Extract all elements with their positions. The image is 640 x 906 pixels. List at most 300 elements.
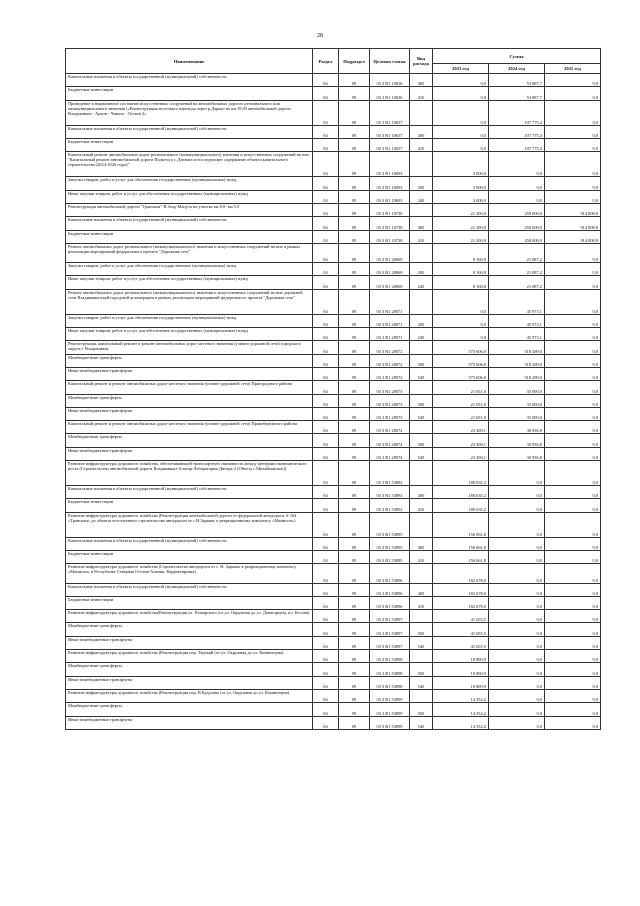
row-name: Бюджетные инвестиции [66,596,313,609]
row-sum-2024: 0,0 [489,703,545,716]
row-name: Межбюджетные трансферты [66,663,313,676]
row-sum-2025: 0,0 [545,461,601,486]
row-target: 03 3 R1 28074 [370,447,410,460]
row-sum-2023: 21 200,0 [433,230,489,243]
row-expense-type [410,650,433,663]
row-sum-2023: 21 651,0 [433,394,489,407]
row-name: Приведение в нормативное состояние искусственных сооружений на автомобильных дорогах регионального или межмуниципального значения («Реконструкция мостового перехода через р.Дарьял на км 19,03 автомобильной дороги Владикавказ - Архон - Чикола - Лескен 2» [66,100,313,125]
row-expense-type: 200 [410,263,433,276]
row-sum-2024: 250 000,0 [489,203,545,216]
row-name: Иные межбюджетные трансферты [66,716,313,729]
row-name: Бюджетные инвестиции [66,87,313,100]
row-subsection: 09 [339,716,370,729]
row-name: Развитие инфраструктуры дорожного хозяйства (Строительство автодороги от с. Н. Зарамаг к рекреационному комплексу «Мамисон» в Республике Северная Осетия-Алания. Корректировка) [66,564,313,583]
row-section: 04 [313,486,339,499]
row-target: 03 3 R1 28071 [370,289,410,314]
row-name: Развитие инфраструктуры дорожного хозяйства, обеспечивающей транспортную связанность между центрами экономического роста (Строительство автомобильной дороги Владикавказ-Алагир-Лаборатория-Дигора-2 (Объезд с.Михайловское)) [66,461,313,486]
row-sum-2024: 30 936,8 [489,434,545,447]
row-name: Бюджетные инвестиции [66,551,313,564]
row-sum-2024: 0,0 [489,564,545,583]
row-name: Развитие инфраструктуры дорожного хозяйства(Реконструкция ул. Пожарского (от ул. Окружная до ул. Доваторцев), в г. Беслан) [66,610,313,623]
header-year: 2025 год [545,64,601,74]
row-section: 04 [313,314,339,327]
row-name: Иные закупки товаров, работ и услуг для обеспечения государственных (муниципальных) нужд [66,328,313,341]
row-subsection: 09 [339,217,370,230]
row-sum-2025: 0,0 [545,421,601,434]
row-sum-2025: 0,0 [545,610,601,623]
table-row [66,289,601,314]
row-name: Капитальные вложения в объекты государственной (муниципальной) собственности [66,486,313,499]
row-target: 03 3 R1 53899 [370,703,410,716]
row-name: Капитальный ремонт и ремонт автомобильных дорог местного значения (улично-дорожной сети) Правобережного района [66,421,313,434]
row-sum-2023: 41 655,5 [433,636,489,649]
row-subsection: 09 [339,421,370,434]
row-subsection: 09 [339,276,370,289]
row-name: Иные закупки товаров, работ и услуг для обеспечения государственных (муниципальных) нужд [66,276,313,289]
row-sum-2025: 0,0 [545,289,601,314]
row-expense-type [410,461,433,486]
budget-table [65,48,601,730]
row-expense-type [410,421,433,434]
header-section: Раздел [313,49,339,74]
row-section: 04 [313,447,339,460]
row-expense-type: 240 [410,276,433,289]
row-name: Межбюджетные трансферты [66,434,313,447]
row-name: Иные межбюджетные трансферты [66,636,313,649]
row-section: 04 [313,551,339,564]
row-sum-2023: 180 635,2 [433,461,489,486]
row-section: 04 [313,610,339,623]
row-subsection: 09 [339,100,370,125]
row-expense-type [410,152,433,177]
row-expense-type: 540 [410,447,433,460]
row-target: 03 3 R1 53897 [370,623,410,636]
row-sum-2023: 3 000,0 [433,152,489,177]
row-sum-2024: 0,0 [489,596,545,609]
row-sum-2025: 0,0 [545,434,601,447]
table-row [66,100,601,125]
row-subsection: 09 [339,499,370,512]
table-row [66,596,601,609]
row-section: 04 [313,152,339,177]
row-expense-type: 540 [410,367,433,380]
row-expense-type: 410 [410,230,433,243]
row-subsection: 09 [339,447,370,460]
row-sum-2024: 0,0 [489,610,545,623]
row-name: Реконструкция, капитальный ремонт и ремонт автомобильных дорог местного значения (улично-дорожной сети) городского округа г. Владикавказ [66,341,313,354]
row-sum-2023: 180 635,2 [433,499,489,512]
row-subsection: 09 [339,367,370,380]
row-subsection: 09 [339,125,370,138]
table-row [66,623,601,636]
row-sum-2025: 0,0 [545,125,601,138]
row-sum-2024: 0,0 [489,486,545,499]
row-sum-2023: 575 606,0 [433,341,489,354]
row-name: Капитальные вложения в объекты государственной (муниципальной) собственности [66,74,313,87]
row-sum-2024: 0,0 [489,676,545,689]
row-subsection: 09 [339,434,370,447]
row-name: Межбюджетные трансферты [66,623,313,636]
row-expense-type: 540 [410,407,433,420]
row-sum-2025: 0,0 [545,676,601,689]
row-name: Бюджетные инвестиции [66,230,313,243]
row-section: 04 [313,663,339,676]
row-target: 03 3 R1 53899 [370,689,410,702]
row-sum-2024: 0,0 [489,650,545,663]
row-target: 03 3 R1 10693 [370,190,410,203]
row-sum-2023: 575 606,0 [433,354,489,367]
row-section: 04 [313,407,339,420]
row-sum-2025: 0,0 [545,87,601,100]
row-sum-2024: 21 087,2 [489,276,545,289]
row-sum-2023: 0,0 [433,289,489,314]
row-sum-2025: 914 808,8 [545,217,601,230]
row-sum-2024: 0,0 [489,461,545,486]
table-row [66,407,601,420]
row-sum-2025: 0,0 [545,407,601,420]
row-section: 04 [313,583,339,596]
row-target: 03 3 R1 28069 [370,243,410,262]
row-expense-type [410,243,433,262]
row-sum-2025: 0,0 [545,100,601,125]
row-expense-type: 410 [410,551,433,564]
row-sum-2024: 250 000,0 [489,230,545,243]
row-sum-2024: 0,0 [489,623,545,636]
row-section: 04 [313,676,339,689]
row-expense-type: 500 [410,663,433,676]
row-target: 03 3 R1 53897 [370,636,410,649]
table-row [66,499,601,512]
row-subsection: 09 [339,381,370,394]
row-expense-type: 400 [410,486,433,499]
row-sum-2025: 0,0 [545,190,601,203]
row-expense-type: 400 [410,74,433,87]
table-row [66,138,601,151]
row-target: 03 3 R1 10693 [370,152,410,177]
row-subsection: 09 [339,486,370,499]
row-sum-2024: 107 775,4 [489,125,545,138]
row-sum-2025: 0,0 [545,689,601,702]
row-subsection: 09 [339,551,370,564]
row-sum-2024: 0,0 [489,689,545,702]
row-expense-type: 500 [410,703,433,716]
row-sum-2023: 3 000,0 [433,190,489,203]
table-row [66,663,601,676]
row-sum-2024: 21 087,2 [489,263,545,276]
row-section: 04 [313,263,339,276]
row-sum-2023: 182 678,0 [433,564,489,583]
table-row [66,217,601,230]
row-sum-2023: 575 606,0 [433,367,489,380]
row-name: Капитальные вложения в объекты государственной (муниципальной) собственности [66,537,313,550]
row-sum-2024: 518 289,0 [489,341,545,354]
row-subsection: 09 [339,263,370,276]
row-sum-2023: 41 655,5 [433,623,489,636]
row-sum-2025: 0,0 [545,328,601,341]
row-sum-2025: 0,0 [545,486,601,499]
row-sum-2023: 21 200,0 [433,217,489,230]
header-target: Целевая статья [370,49,410,74]
row-name: Иные закупки товаров, работ и услуг для обеспечения государственных (муниципальных) нужд [66,190,313,203]
row-sum-2024: 0,0 [489,716,545,729]
row-sum-2025: 0,0 [545,177,601,190]
row-name: Бюджетные инвестиции [66,499,313,512]
row-expense-type [410,341,433,354]
table-row [66,328,601,341]
row-section: 04 [313,716,339,729]
row-subsection: 09 [339,328,370,341]
row-sum-2023: 182 678,0 [433,596,489,609]
table-row [66,341,601,354]
row-target: 03 3 R1 10738 [370,230,410,243]
table-row [66,512,601,537]
table-row [66,230,601,243]
row-subsection: 09 [339,230,370,243]
row-name: Закупка товаров, работ и услуг для обеспечения государственных (муниципальных) нужд [66,314,313,327]
table-row [66,263,601,276]
row-subsection: 09 [339,177,370,190]
table-body [66,74,601,730]
row-sum-2023: 3 000,0 [433,177,489,190]
table-row [66,610,601,623]
row-expense-type: 500 [410,434,433,447]
row-sum-2023: 23 300,1 [433,447,489,460]
row-expense-type [410,100,433,125]
row-sum-2024: 0,0 [489,177,545,190]
row-target: 03 3 R1 10738 [370,203,410,216]
row-name: Бюджетные инвестиции [66,138,313,151]
table-row [66,434,601,447]
row-sum-2023: 21 651,0 [433,381,489,394]
row-expense-type [410,289,433,314]
row-section: 04 [313,636,339,649]
row-sum-2024: 35 000,0 [489,394,545,407]
row-name: Иные межбюджетные трансферты [66,367,313,380]
row-section: 04 [313,650,339,663]
table-row [66,203,601,216]
row-target: 03 3 R1 28073 [370,407,410,420]
table-row [66,537,601,550]
row-target: 03 3 R1 28072 [370,367,410,380]
row-expense-type: 400 [410,583,433,596]
row-sum-2025: 0,0 [545,703,601,716]
row-sum-2025: 0,0 [545,537,601,550]
row-sum-2024: 250 000,0 [489,217,545,230]
row-target: 03 3 R1 53898 [370,663,410,676]
row-target: 03 3 R1 28074 [370,434,410,447]
row-target: 03 3 R1 53896 [370,596,410,609]
row-section: 04 [313,243,339,262]
row-target: 03 3 R1 28072 [370,341,410,354]
row-subsection: 09 [339,583,370,596]
row-section: 04 [313,434,339,447]
table-row [66,461,601,486]
row-section: 04 [313,341,339,354]
table-row [66,447,601,460]
row-target: 03 3 R1 53892 [370,499,410,512]
row-target: 03 3 R1 53898 [370,676,410,689]
row-name: Капитальные вложения в объекты государственной (муниципальной) собственности [66,583,313,596]
row-subsection: 09 [339,636,370,649]
row-sum-2024: 45 973,1 [489,314,545,327]
table-row [66,367,601,380]
row-sum-2024: 0,0 [489,512,545,537]
row-target: 03 3 R1 53895 [370,512,410,537]
row-section: 04 [313,394,339,407]
row-name: Капитальные вложения в объекты государственной (муниципальной) собственности [66,217,313,230]
header-subsection: Подраздел [339,49,370,74]
row-sum-2025: 0,0 [545,512,601,537]
row-sum-2025: 0,0 [545,314,601,327]
header-row [66,49,601,64]
row-sum-2025: 0,0 [545,263,601,276]
table-row [66,152,601,177]
row-sum-2023: 182 678,0 [433,583,489,596]
row-sum-2024: 45 973,1 [489,328,545,341]
row-target: 03 3 R1 10657 [370,138,410,151]
row-target: 03 3 R1 53895 [370,537,410,550]
row-sum-2024: 518 289,0 [489,367,545,380]
row-name: Развитие инфраструктуры дорожного хозяйства (Реконструкция пер. В.Кудухова (от ул. Окружная до ул. Коминтерна) [66,689,313,702]
row-sum-2025: 0,0 [545,447,601,460]
row-subsection: 09 [339,203,370,216]
row-expense-type: 400 [410,125,433,138]
row-expense-type: 200 [410,177,433,190]
row-sum-2025: 0,0 [545,623,601,636]
row-name: Ремонт автомобильных дорог регионального (межмуниципального) значения и искусственных сооружений на них в рамках реализации мероприятий федерального проекта "Дорожная сеть" [66,243,313,262]
row-section: 04 [313,512,339,537]
row-subsection: 09 [339,663,370,676]
header-name: Наименование [66,49,313,74]
row-section: 04 [313,703,339,716]
row-name: Иные межбюджетные трансферты [66,676,313,689]
row-target: 03 3 R1 53892 [370,486,410,499]
row-sum-2025: 0,0 [545,636,601,649]
row-expense-type [410,381,433,394]
row-section: 04 [313,217,339,230]
row-sum-2023: 10 800,9 [433,676,489,689]
row-subsection: 09 [339,564,370,583]
row-sum-2023: 0,0 [433,138,489,151]
row-target: 03 3 R1 10657 [370,100,410,125]
row-expense-type: 410 [410,138,433,151]
row-name: Закупка товаров, работ и услуг для обеспечения государственных (муниципальных) нужд [66,177,313,190]
table-row [66,125,601,138]
row-sum-2023: 0,0 [433,314,489,327]
row-section: 04 [313,74,339,87]
row-sum-2023: 10 800,9 [433,650,489,663]
row-subsection: 09 [339,74,370,87]
row-sum-2024: 107 775,4 [489,100,545,125]
row-name: Межбюджетные трансферты [66,703,313,716]
row-target: 03 3 R1 28071 [370,314,410,327]
row-name: Иные межбюджетные трансферты [66,447,313,460]
row-sum-2023: 0,0 [433,125,489,138]
row-sum-2024: 30 936,8 [489,447,545,460]
row-sum-2025: 0,0 [545,394,601,407]
table-row [66,689,601,702]
table-row [66,276,601,289]
header-year: 2023 год [433,64,489,74]
row-expense-type: 500 [410,354,433,367]
row-target: 03 3 R1 28073 [370,394,410,407]
row-sum-2023: 156 061,8 [433,551,489,564]
row-sum-2023: 156 061,8 [433,537,489,550]
row-sum-2023: 14 352,2 [433,703,489,716]
row-target: 03 3 R1 53899 [370,716,410,729]
table-row [66,636,601,649]
row-subsection: 09 [339,314,370,327]
row-name: Капитальный ремонт и ремонт автомобильных дорог местного значения (улично-дорожной сети) Пригородного района [66,381,313,394]
row-subsection: 09 [339,650,370,663]
header-sum: Сумма [433,49,601,64]
row-expense-type: 500 [410,394,433,407]
row-target: 03 3 R1 28069 [370,276,410,289]
row-name: Реконструкция автомобильной дороги "Транскам"-В.Згид-Мацута на участке км 0,0- км 5,5 [66,203,313,216]
table-row [66,354,601,367]
row-expense-type: 400 [410,217,433,230]
row-sum-2025: 0,0 [545,341,601,354]
table-row [66,394,601,407]
row-subsection: 09 [339,152,370,177]
row-target: 03 3 R1 53898 [370,650,410,663]
header-year: 2024 год [489,64,545,74]
row-sum-2025: 0,0 [545,354,601,367]
header-expense-type: Вид расхода [410,49,433,74]
row-expense-type [410,512,433,537]
row-sum-2025: 0,0 [545,564,601,583]
row-sum-2025: 0,0 [545,499,601,512]
row-sum-2024: 30 936,8 [489,421,545,434]
row-sum-2025: 914 808,8 [545,203,601,216]
row-target: 03 3 R1 28072 [370,354,410,367]
row-sum-2023: 0,0 [433,328,489,341]
row-sum-2025: 0,0 [545,74,601,87]
row-section: 04 [313,461,339,486]
row-expense-type [410,610,433,623]
row-expense-type [410,689,433,702]
row-name: Межбюджетные трансферты [66,354,313,367]
row-name: Ремонт автомобильных дорог регионального (межмуниципального) значения и искусственных сооружений на них дорожной сети Владикавказской городской агломерации в рамках реализации мероприятий федерального проекта "Дорожная сеть" [66,289,313,314]
row-sum-2025: 0,0 [545,583,601,596]
row-expense-type: 200 [410,314,433,327]
table-row [66,650,601,663]
row-expense-type: 410 [410,87,433,100]
row-subsection: 09 [339,703,370,716]
table-row [66,381,601,394]
table-row [66,243,601,262]
row-section: 04 [313,230,339,243]
row-section: 04 [313,138,339,151]
row-expense-type: 540 [410,676,433,689]
row-sum-2023: 8 160,8 [433,243,489,262]
row-sum-2024: 0,0 [489,551,545,564]
row-sum-2023: 156 061,8 [433,512,489,537]
table-row [66,716,601,729]
row-sum-2024: 0,0 [489,152,545,177]
row-sum-2025: 0,0 [545,367,601,380]
row-subsection: 09 [339,87,370,100]
row-target: 03 3 R1 10656 [370,87,410,100]
row-sum-2024: 0,0 [489,537,545,550]
row-subsection: 09 [339,243,370,262]
row-name: Иные межбюджетные трансферты [66,407,313,420]
row-sum-2023: 8 160,8 [433,276,489,289]
row-sum-2023: 23 300,1 [433,421,489,434]
row-subsection: 09 [339,512,370,537]
row-section: 04 [313,596,339,609]
row-target: 03 3 R1 28073 [370,381,410,394]
